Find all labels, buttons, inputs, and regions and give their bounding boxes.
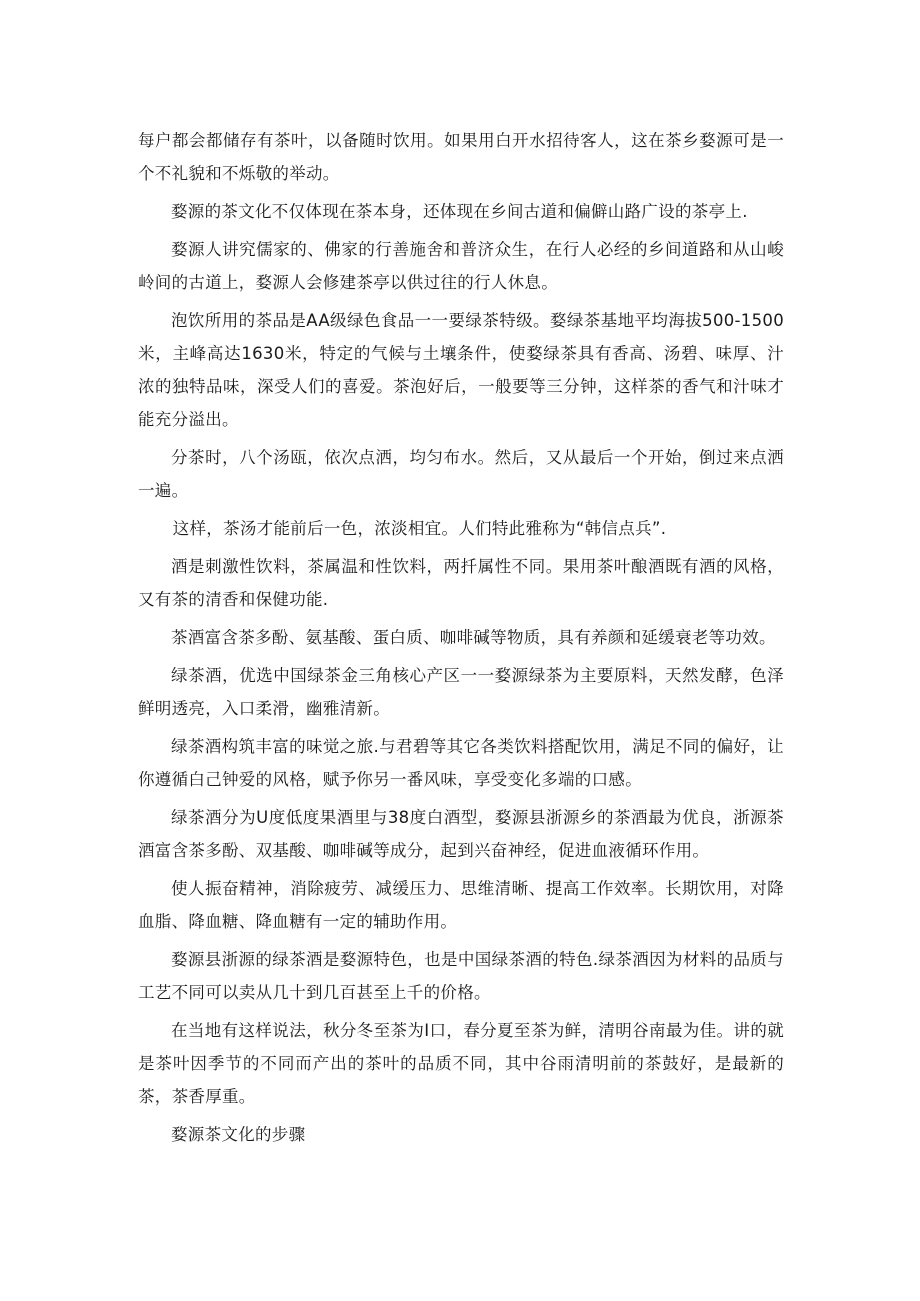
paragraph: 使人振奋精神，消除疲劳、减缓压力、思维清晰、提高工作效率。长期饮用，对降血脂、降血糖、降血糖有一定的辅助作用。 (138, 879, 784, 931)
paragraph: 在当地有这样说法，秋分冬至茶为I口，春分夏至茶为鲜，清明谷南最为佳。讲的就是茶叶因季节的不同而产出的茶叶的品质不同，其中谷雨清明前的茶鼓好，是最新的茶，茶香厚重。 (138, 1021, 784, 1106)
paragraph: 每户都会都储存有茶叶，以备随时饮用。如果用白开水招待客人，这在茶乡婺源可是一个不礼貌和不烁敬的举动。 (138, 131, 784, 183)
document-body (138, 124, 784, 1156)
paragraph: 绿茶酒构筑丰富的味觉之旅.与君碧等其它各类饮料搭配饮用，满足不同的偏好，让你遵循白己钟爱的风格，赋予你另一番风味，享受变化多端的口感。 (138, 737, 784, 789)
paragraph: 分茶时，八个汤瓯，依次点洒，均匀布水。然后，又从最后一个开始，倒过来点洒一遍。 (138, 448, 784, 500)
paragraph: 婺源人讲究儒家的、佛家的行善施舍和普济众生，在行人必经的乡间道路和从山峻岭间的古道上，婺源人会修建茶亭以供过往的行人休息。 (138, 240, 784, 292)
paragraph: 酒是刺激性饮料，茶属温和性饮料，两扦属性不同。果用茶叶酿酒既有酒的风格，又有茶的清香和保健功能. (138, 557, 784, 609)
paragraph: 婺源的茶文化不仅体现在茶本身，还体现在乡间古道和偏僻山路广设的茶亭上. (171, 202, 748, 221)
paragraph: 这样，茶汤才能前后一色，浓淡相宜。人们特此雅称为“韩信点兵”. (172, 519, 667, 538)
paragraph: 泡饮所用的茶品是AA级绿色食品一一要绿茶特级。婺绿茶基地平均海拔500-1500米，主峰高达1630米，特定的气候与土壤条件，使婺绿茶具有香高、汤碧、味厚、汁浓的独特品味，深受人们的喜爱。茶泡好后，一般要等三分钟，这样茶的香气和汁味才能充分溢出。 (138, 311, 784, 429)
paragraph: 绿茶酒，优选中国绿茶金三角核心产区一一婺源绿茶为主要原料，天然发酵，色泽鲜明透亮，入口柔滑，幽雅清新。 (138, 666, 784, 718)
paragraph: 婺源县浙源的绿茶酒是婺源特色，也是中国绿茶酒的特色.绿茶酒因为材料的品质与工艺不同可以卖从几十到几百甚至上千的价格。 (138, 950, 784, 1002)
paragraph: 茶酒富含茶多酚、氨基酸、蛋白质、咖啡碱等物质，具有养颜和延缓衰老等功效。 (171, 628, 776, 647)
section-heading: 婺源茶文化的步骤 (171, 1125, 306, 1144)
paragraph: 绿茶酒分为U度低度果酒里与38度白酒型，婺源县浙源乡的茶酒最为优良，浙源茶酒富含茶多酚、双基酸、咖啡碱等成分，起到兴奋神经，促进血液循环作用。 (138, 808, 784, 860)
